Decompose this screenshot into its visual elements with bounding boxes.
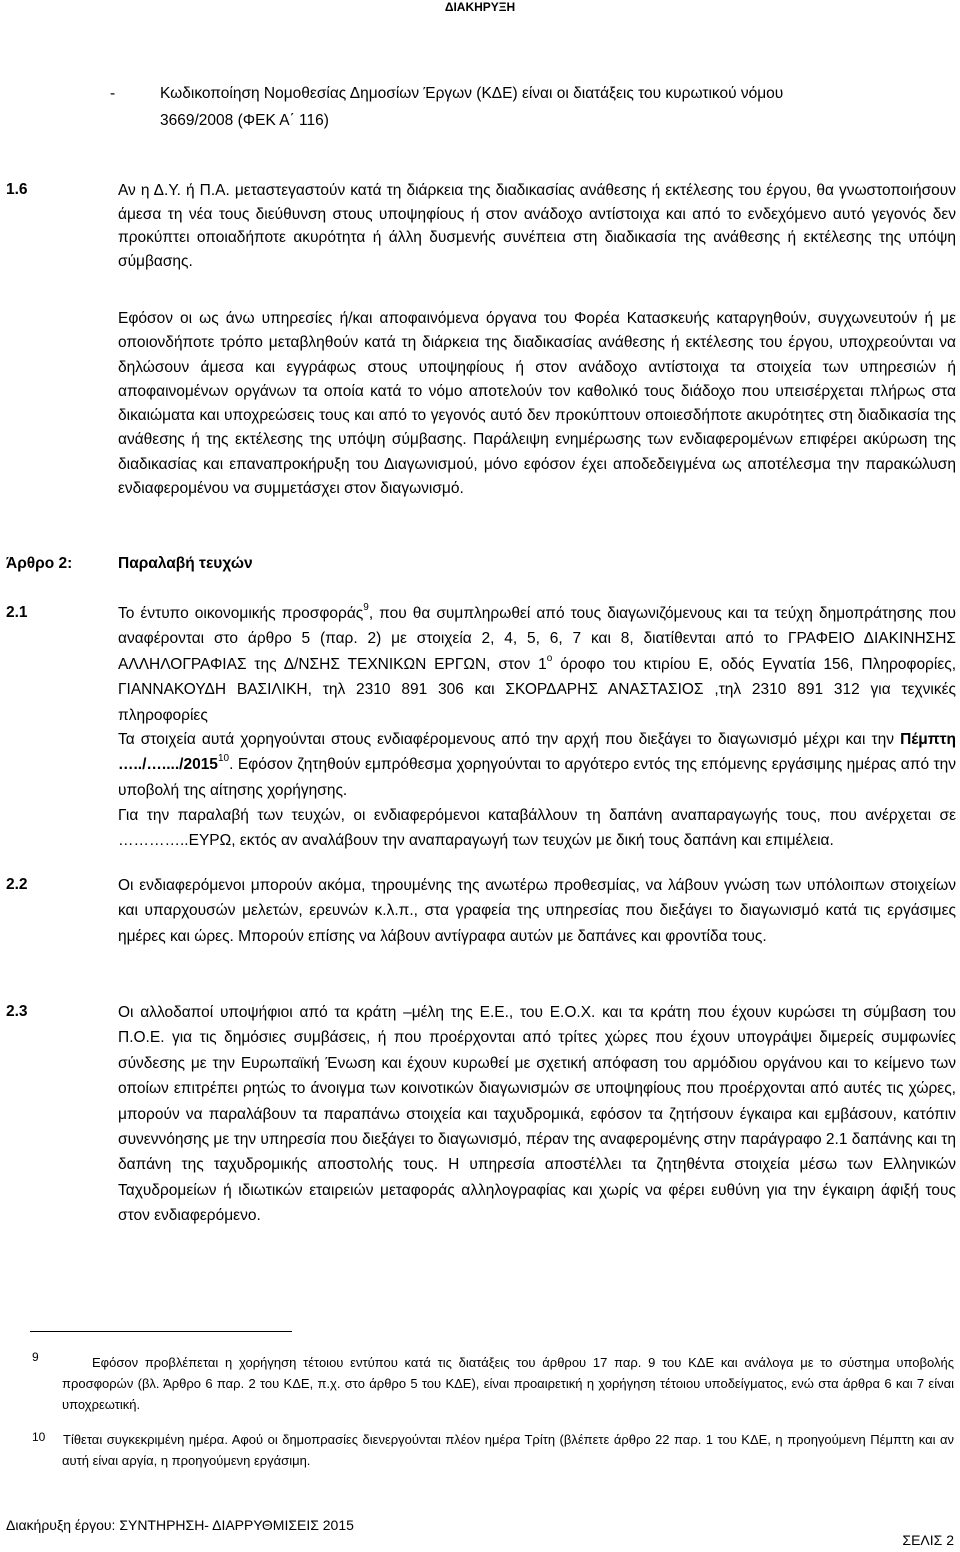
footnote-ref-10: 10: [217, 753, 230, 765]
section-2-2-text: Οι ενδιαφερόμενοι μπορούν ακόμα, τηρουμένης της ανωτέρω προθεσμίας, να λάβουν γνώση των υπόλοιπων στοιχείων και υπαρχουσών μελετών, ερευνών κ.λ.π., στα γραφεία της υπηρεσίας που διεξάγει το διαγωνισμό κατά τις εργάσιμες ημέρες και ώρες. Μπορούν επίσης να λάβουν αντίγραφα αυτών με δαπάνες και φροντίδα τους.: [118, 877, 956, 945]
bullet-dash: -: [110, 85, 116, 102]
section-2-3-text: Οι αλλοδαποί υποψήφιοι από τα κράτη –μέλη της Ε.Ε., του Ε.Ο.Χ. και τα κράτη που έχουν κυρώσει τη σύμβαση του Π.Ο.Ε. για τις δημόσιες συμβάσεις, ή που προέρχονται από τρίτες χώρες που έχουν υπογράψει διμερείς συμφωνίες σύνδεσης με την Ευρωπαϊκή Ένωση και έχουν κυρωθεί με σχετική απόφαση του αρμόδιου οργάνου και το κείμενο των οποίων επιτρέπει ρητώς το άνοιγμα των κοινοτικών διαγωνισμών σε υποψηφίους που προέρχονται από αυτές τις χώρες, μπορούν να παραλάβουν τα παραπάνω στοιχεία και ταχυδρομικά, εφόσον τα ζητήσουν έγκαιρα και εμβάσουν, κατόπιν συνεννόησης με την υπηρεσία που διεξάγει το διαγωνισμό, πέραν της αναφερομένης στην παράγραφο 2.1 δαπάνης και τη δαπάνη της ταχυδρομικής αποστολής τους. Η υπηρεσία αποστέλλει τα ζητηθέντα στοιχεία μέσω των Ελληνικών Ταχυδρομείων ή ιδιωτικών εταιρειών μεταφοράς αλληλογραφίας και χωρίς να φέρει ευθύνη για την έγκαιρη άφιξή τους στον ενδιαφερόμενο.: [118, 1004, 956, 1225]
section-number-2-1: 2.1: [6, 604, 28, 621]
section-2-1-para-1: Το έντυπο οικονομικής προσφοράς$^9$, που θα συμπληρωθεί από τους διαγωνιζόμενους και τα τεύχη δημοπράτησης που αναφέρονται στο άρθρο 5 (παρ. 2) με στοιχεία 2, 4, 5, 6, 7 και 8, διατίθενται από το ΓΡΑΦΕΙΟ ΔΙΑΚΙΝΗΣΗΣ ΑΛΛΗΛΟΓΡΑΦΙΑΣ της Δ/ΝΣΗΣ ΤΕΧΝΙΚΩΝ ΕΡΓΩΝ, στον $1^o$ όροφο του κτιρίου Ε, οδός Εγνατία 156, Πληροφορίες, ΓΙΑΝΝΑΚΟΥΔΗ ΒΑΣΙΛΙΚΗ, τηλ 2310 891 306 και ΣΚΟΡΔΑΡΗΣ ΑΝΑΣΤΑΣΙΟΣ ,τηλ 2310 891 312 για τεχνικές πληροφορίες: [118, 602, 957, 724]
footnote-10-text: Τίθεται συγκεκριμένη ημέρα. Αφού οι δημοπρασίες διενεργούνται πλέον ημέρα Τρίτη (βλέπετε άρθρο 22 παρ. 1 του ΚΔΕ, η προηγούμενη Πέμπτη και αν αυτή είναι αργία, η προηγούμενη εργάσιμη.: [62, 1432, 954, 1468]
section-1-6-text-2: Εφόσον οι ως άνω υπηρεσίες ή/και αποφαινόμενα όργανα του Φορέα Κατασκευής καταργηθούν, συγχωνευτούν ή με οποιονδήποτε τρόπο μεταβληθούν κατά τη διάρκεια της διαδικασίας ανάθεσης ή εκτέλεσης του έργου, υποχρεούνται να δηλώσουν άμεσα και εγγράφως στους υποψηφίους ή στον ανάδοχο αντίστοιχα τα στοιχεία των υπηρεσιών ή αποφαινομένων οργάνων τα οποία κατά το νόμο αποτελούν τον καθολικό τους διάδοχο που υπεισέρχεται πλήρως στα δικαιώματα και υποχρεώσεις τους και από το γεγονός αυτό δεν προκύπτουν οποιεσδήποτε ακυρότητες στη διαδικασία της ανάθεσης ή της εκτέλεσης της υπόψη σύμβασης. Παράλειψη ενημέρωσης των ενδιαφερομένων επιφέρει ακύρωση της διαδικασίας και επαναπροκήρυξη του Διαγωνισμού, μόνο εφόσον έχει αποδεδειγμένα ως αποτέλεσμα την παρακώλυση ενδιαφερομένου να συμμετάσχει στον διαγωνισμό.: [118, 310, 956, 498]
article-title: Παραλαβή τευχών: [118, 555, 253, 572]
article-label: Άρθρο 2:: [6, 555, 73, 572]
bullet-line-1: Κωδικοποίηση Νομοθεσίας Δημοσίων Έργων (ΚΔΕ) είναι οι διατάξεις του κυρωτικού νόμου: [160, 85, 784, 102]
section-number-2-2: 2.2: [6, 876, 28, 893]
footnote-mark-9: 9: [32, 1350, 39, 1364]
section-2-1-para-2: Τα στοιχεία αυτά χορηγούνται στους ενδιαφέρομενους από την αρχή που διεξάγει το διαγωνισμό μέχρι και την Πέμπτη …../…..../2015$^{10}$. Εφόσον ζητηθούν εμπρόθεσμα χορηγούνται το αργότερο εντός της επόμενης εργάσιμης ημέρας από την υποβολή της αίτησης χορήγησης.: [118, 731, 956, 799]
section-1-6-text-1: Αν η Δ.Υ. ή Π.Α. μεταστεγαστούν κατά τη διάρκεια της διαδικασίας ανάθεσης ή εκτέλεσης του έργου, θα γνωστοποιήσουν άμεσα τη νέα τους διεύθυνση στους υποψηφίους ή στον ανάδοχο αντίστοιχα και από το ενδεχόμενο αυτό γεγονός δεν προκύπτει οποιαδήποτε ακυρότητα ή άλλη δυσμενής συνέπεια στη διαδικασία της ανάθεσης ή εκτέλεσης της υπόψη σύμβασης.: [118, 182, 956, 270]
section-number-2-3: 2.3: [6, 1003, 28, 1020]
footnote-mark-10: 10: [32, 1430, 46, 1444]
bullet-item: [110, 80, 955, 134]
footer-title: Διακήρυξη έργου: ΣΥΝΤΗΡΗΣΗ- ΔΙΑΡΡΥΘΜΙΣΕΙΣ 2015: [6, 1517, 354, 1533]
footnote-9-text: Εφόσον προβλέπεται η χορήγηση τέτοιου εντύπου κατά τις διατάξεις του άρθρου 17 παρ. 9 του ΚΔΕ και ανάλογα με το σύστημα υποβολής προσφορών (βλ. Άρθρο 6 παρ. 2 του ΚΔΕ, π.χ. στο άρθρο 5 του ΚΔΕ), είναι προαιρετική η χορήγηση τέτοιου υποδείγματος, ενώ στα άρθρα 6 και 7 είναι υποχρεωτική.: [62, 1355, 954, 1412]
section-2-1-para-3: Για την παραλαβή των τευχών, οι ενδιαφερόμενοι καταβάλλουν τη δαπάνη αναπαραγωγής τους, που ανέρχεται σε …………..ΕΥΡΩ, εκτός αν αναλάβουν την αναπαραγωγή των τευχών με δική τους δαπάνη και επιμέλεια.: [118, 807, 956, 850]
deadline-date: Πέμπτη …../…..../2015: [118, 731, 956, 774]
page-header: ΔΙΑΚΗΡΥΞΗ: [444, 0, 516, 14]
bullet-line-2: 3669/2008 (ΦΕΚ Α΄ 116): [160, 112, 329, 129]
section-number-1-6: 1.6: [6, 181, 28, 198]
footnote-ref-9: 9: [363, 602, 369, 613]
footnote-separator: [30, 1331, 292, 1332]
page-number: ΣΕΛΙΣ 2: [902, 1532, 954, 1548]
